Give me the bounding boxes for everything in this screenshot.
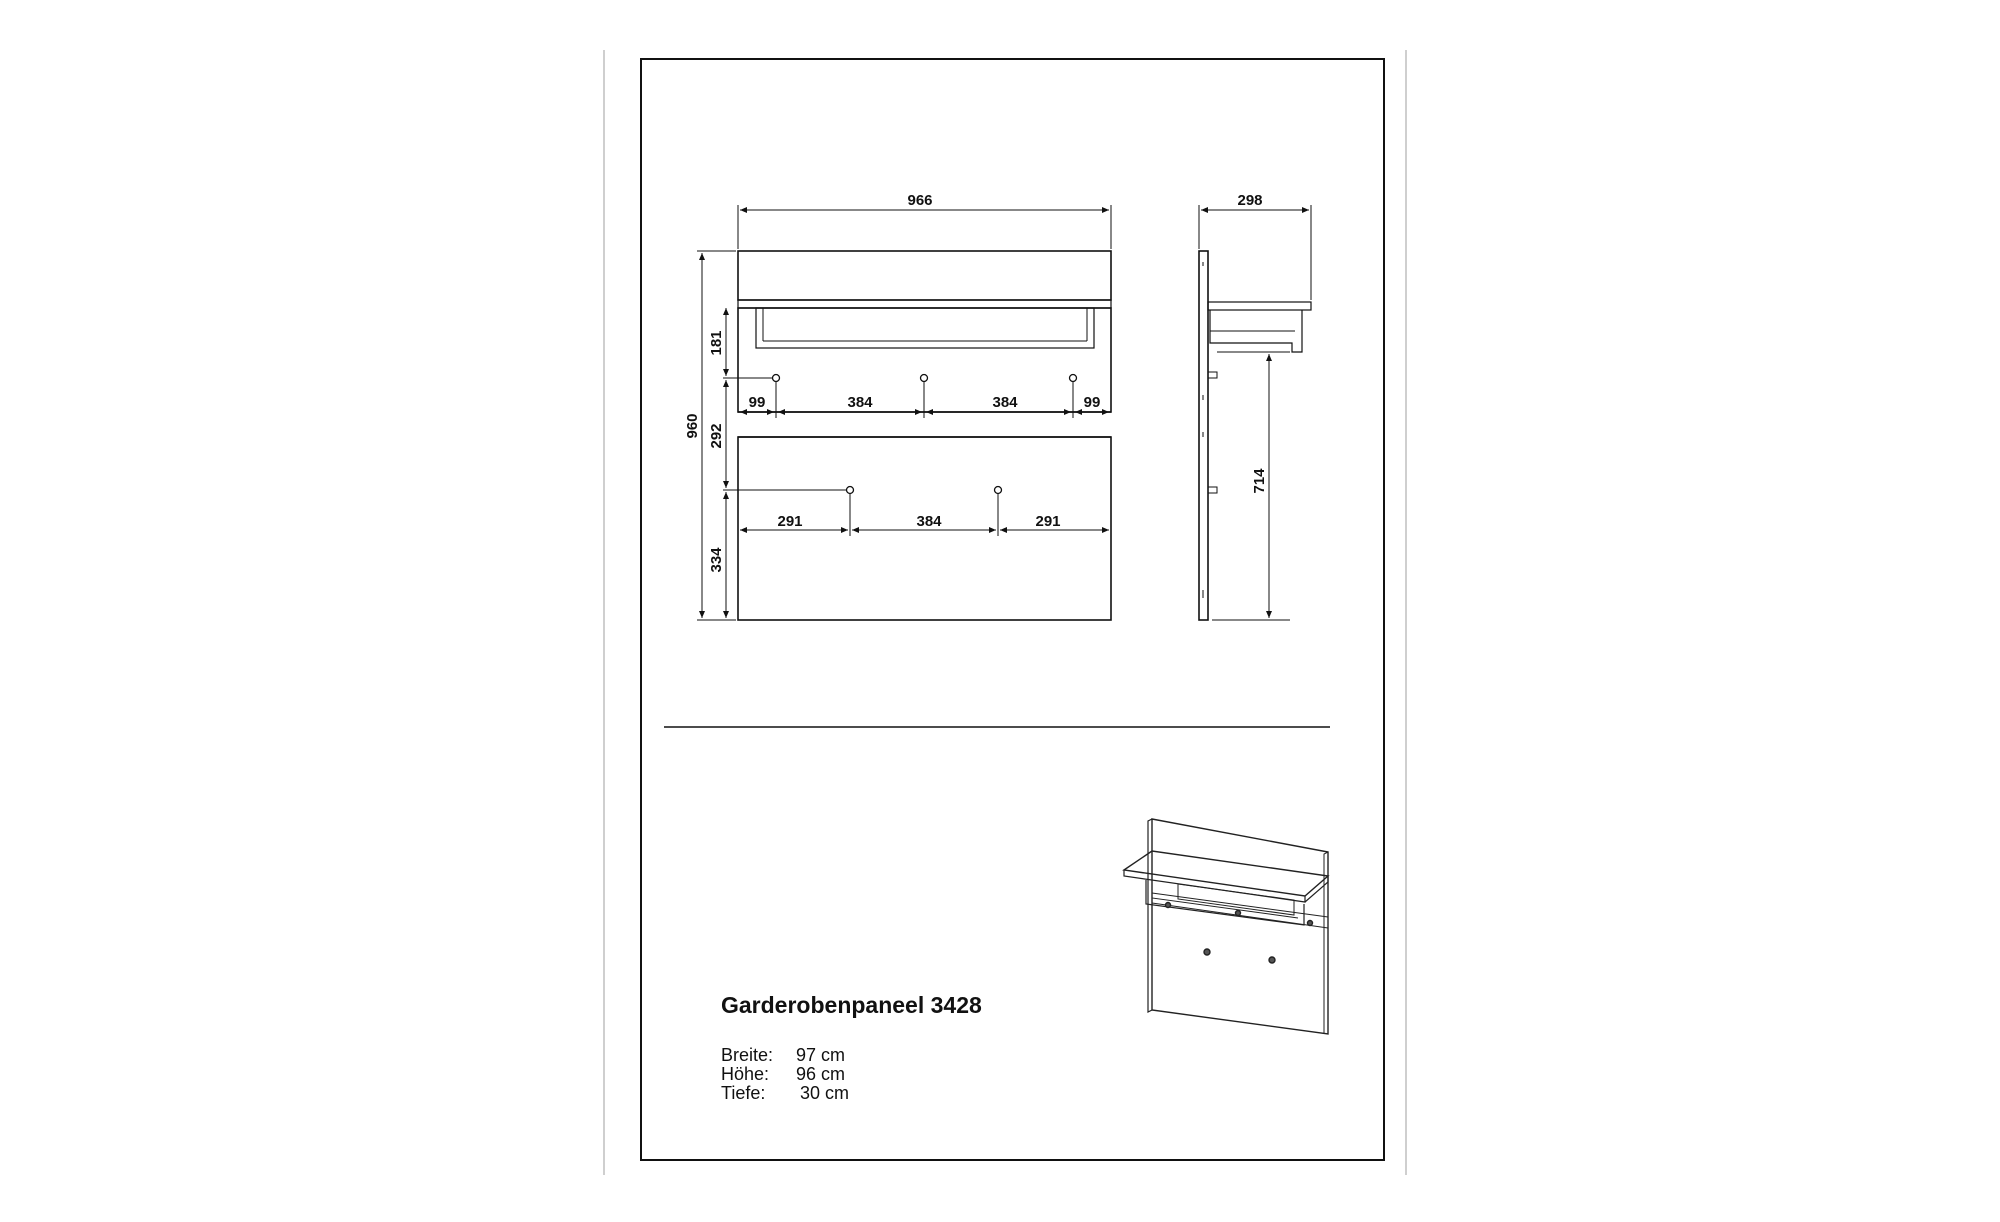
dim-seg-2: 292 [708, 423, 725, 449]
spec-row-width [721, 1045, 846, 1066]
hook-top-2 [921, 375, 928, 382]
dimension-labels [684, 192, 1268, 573]
front-hanger-rail [756, 308, 1094, 348]
dim-top-hook-3: 384 [992, 394, 1018, 411]
front-dimensions [697, 205, 1111, 620]
spec-label: Höhe: [721, 1064, 770, 1084]
spec-label: Breite: [721, 1045, 774, 1065]
iso-shelf-top [1124, 851, 1328, 896]
iso-hook-1 [1166, 903, 1171, 908]
hook-bottom-1 [847, 487, 854, 494]
dim-top-hook-4: 99 [1083, 394, 1101, 411]
side-view [1199, 251, 1311, 620]
side-dimensions [1199, 205, 1311, 620]
spec-label: Tiefe: [721, 1083, 766, 1103]
iso-hook-4 [1204, 949, 1210, 955]
spec-value: 97 cm [796, 1045, 846, 1065]
spec-value: 30 cm [800, 1083, 850, 1103]
iso-hook-3 [1308, 921, 1313, 926]
hook-bottom-2 [995, 487, 1002, 494]
front-view [738, 251, 1111, 620]
dim-front-width: 966 [907, 192, 933, 209]
side-shelf [1208, 302, 1311, 310]
dim-bottom-hook-2: 384 [916, 513, 942, 530]
dim-side-depth: 298 [1237, 192, 1263, 209]
hook-top-1 [773, 375, 780, 382]
dim-bottom-hook-3: 291 [1035, 513, 1061, 530]
iso-back-panel [1152, 819, 1328, 1034]
front-top-panel [738, 251, 1111, 300]
isometric-view [1124, 819, 1328, 1034]
side-hook-bottom [1208, 487, 1217, 493]
dim-front-height: 960 [684, 413, 701, 439]
spec-row-depth [721, 1083, 850, 1104]
hook-top-3 [1070, 375, 1077, 382]
dim-bottom-hook-1: 291 [777, 513, 803, 530]
dim-top-hook-1: 99 [748, 394, 766, 411]
dim-seg-3: 334 [708, 547, 725, 573]
dim-seg-1: 181 [708, 330, 725, 356]
side-hook-top [1208, 372, 1217, 378]
front-shelf [738, 300, 1111, 308]
iso-hook-5 [1269, 957, 1275, 963]
dim-top-hook-2: 384 [847, 394, 873, 411]
dim-side-rail-height: 714 [1251, 468, 1268, 494]
iso-hook-2 [1236, 911, 1241, 916]
spec-row-height [721, 1064, 846, 1085]
spec-value: 96 cm [796, 1064, 846, 1084]
product-title: Garderobenpaneel 3428 [721, 992, 982, 1018]
